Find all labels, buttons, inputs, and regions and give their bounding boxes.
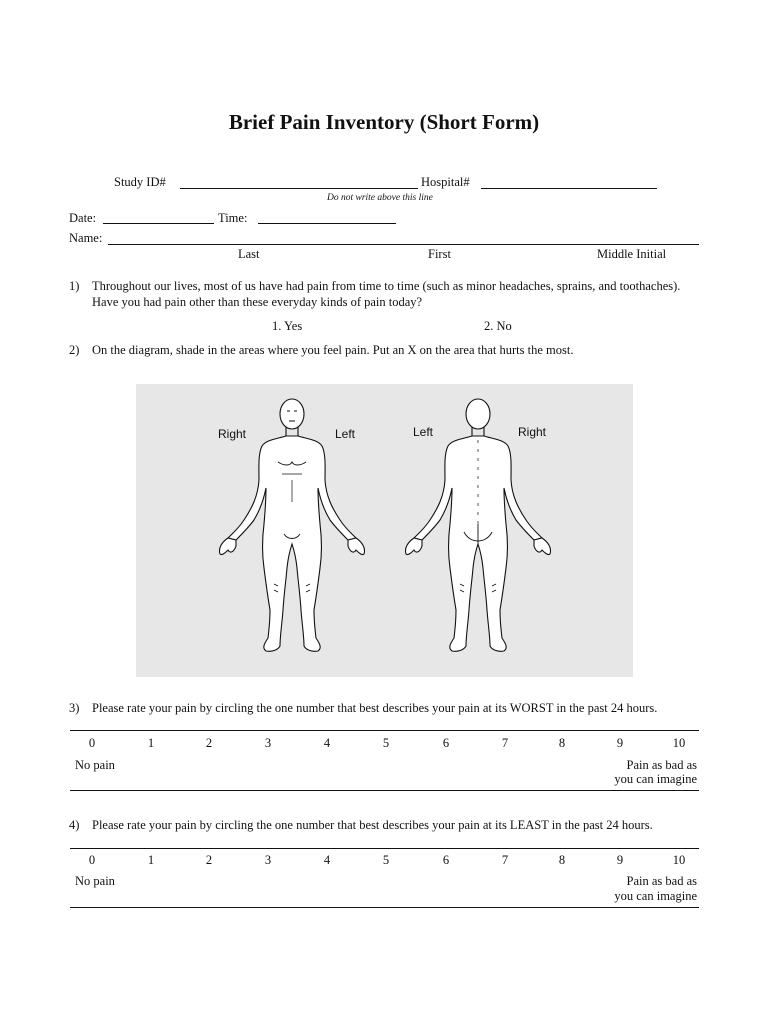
q4-low-anchor: No pain [75, 874, 115, 888]
study-id-field[interactable] [180, 188, 418, 189]
front-right-label: Right [218, 427, 247, 441]
body-diagram-panel[interactable] [136, 384, 633, 677]
q4-high-anchor-line1: Pain as bad as [626, 874, 697, 888]
q3-scale-7[interactable]: 7 [501, 736, 509, 750]
q3-text: Please rate your pain by circling the one number that best describes your pain at its WORST in the past 24 hours. [92, 701, 658, 715]
q4-scale-2[interactable]: 2 [205, 853, 213, 867]
time-label: Time: [218, 211, 248, 225]
hospital-label: Hospital# [421, 175, 470, 189]
q3-scale-1[interactable]: 1 [147, 736, 155, 750]
name-field[interactable] [108, 244, 699, 245]
q3-scale-6[interactable]: 6 [442, 736, 450, 750]
q3-number: 3) [69, 701, 80, 715]
q4-scale-0[interactable]: 0 [88, 853, 96, 867]
back-right-label: Right [518, 425, 547, 439]
q4-scale-5[interactable]: 5 [382, 853, 390, 867]
back-left-label: Left [413, 425, 434, 439]
q3-scale-10[interactable]: 10 [672, 736, 686, 750]
q1-option-no[interactable]: 2. No [484, 319, 512, 333]
name-first-caption: First [428, 247, 451, 261]
date-field[interactable] [103, 223, 214, 224]
admin-note: Do not write above this line [327, 193, 433, 203]
q1-text-line1: Throughout our lives, most of us have had pain from time to time (such as minor headaches, sprains, and toothaches). [92, 279, 681, 293]
name-middle-caption: Middle Initial [597, 247, 667, 261]
q2-number: 2) [69, 343, 80, 357]
q4-scale-4[interactable]: 4 [323, 853, 331, 867]
study-id-label: Study ID# [114, 175, 166, 189]
q4-scale-6[interactable]: 6 [442, 853, 450, 867]
hospital-field[interactable] [481, 188, 657, 189]
time-field[interactable] [258, 223, 396, 224]
q1-option-yes[interactable]: 1. Yes [272, 319, 303, 333]
q3-scale-3[interactable]: 3 [264, 736, 272, 750]
q3-scale-4[interactable]: 4 [323, 736, 331, 750]
q3-low-anchor: No pain [75, 758, 115, 772]
q4-scale-8[interactable]: 8 [558, 853, 566, 867]
page-title: Brief Pain Inventory (Short Form) [228, 110, 540, 134]
q3-scale-top-rule [70, 730, 699, 731]
front-left-label: Left [335, 427, 356, 441]
q3-high-anchor-line1: Pain as bad as [626, 758, 697, 772]
name-label: Name: [69, 231, 103, 245]
q1-number: 1) [69, 279, 80, 293]
q3-scale-9[interactable]: 9 [616, 736, 624, 750]
q4-scale-bottom-rule [70, 907, 699, 908]
q3-scale-0[interactable]: 0 [88, 736, 96, 750]
q3-scale-8[interactable]: 8 [558, 736, 566, 750]
q3-high-anchor-line2: you can imagine [614, 772, 697, 786]
q4-high-anchor-line2: you can imagine [614, 889, 697, 903]
q4-number: 4) [69, 818, 80, 832]
q4-text: Please rate your pain by circling the one number that best describes your pain at its LEAST in the past 24 hours. [92, 818, 653, 832]
q4-scale-1[interactable]: 1 [147, 853, 155, 867]
q4-scale-3[interactable]: 3 [264, 853, 272, 867]
q3-scale-2[interactable]: 2 [205, 736, 213, 750]
name-last-caption: Last [238, 247, 260, 261]
q4-scale-7[interactable]: 7 [501, 853, 509, 867]
date-label: Date: [69, 211, 97, 225]
body-diagram[interactable] [136, 384, 633, 677]
q3-scale-5[interactable]: 5 [382, 736, 390, 750]
q2-text: On the diagram, shade in the areas where you feel pain. Put an X on the area that hurts the most. [92, 343, 574, 357]
q4-scale-top-rule [70, 848, 699, 849]
q3-scale-bottom-rule [70, 790, 699, 791]
q1-text-line2: Have you had pain other than these everyday kinds of pain today? [92, 295, 423, 309]
q4-scale-9[interactable]: 9 [616, 853, 624, 867]
q4-scale-10[interactable]: 10 [672, 853, 686, 867]
